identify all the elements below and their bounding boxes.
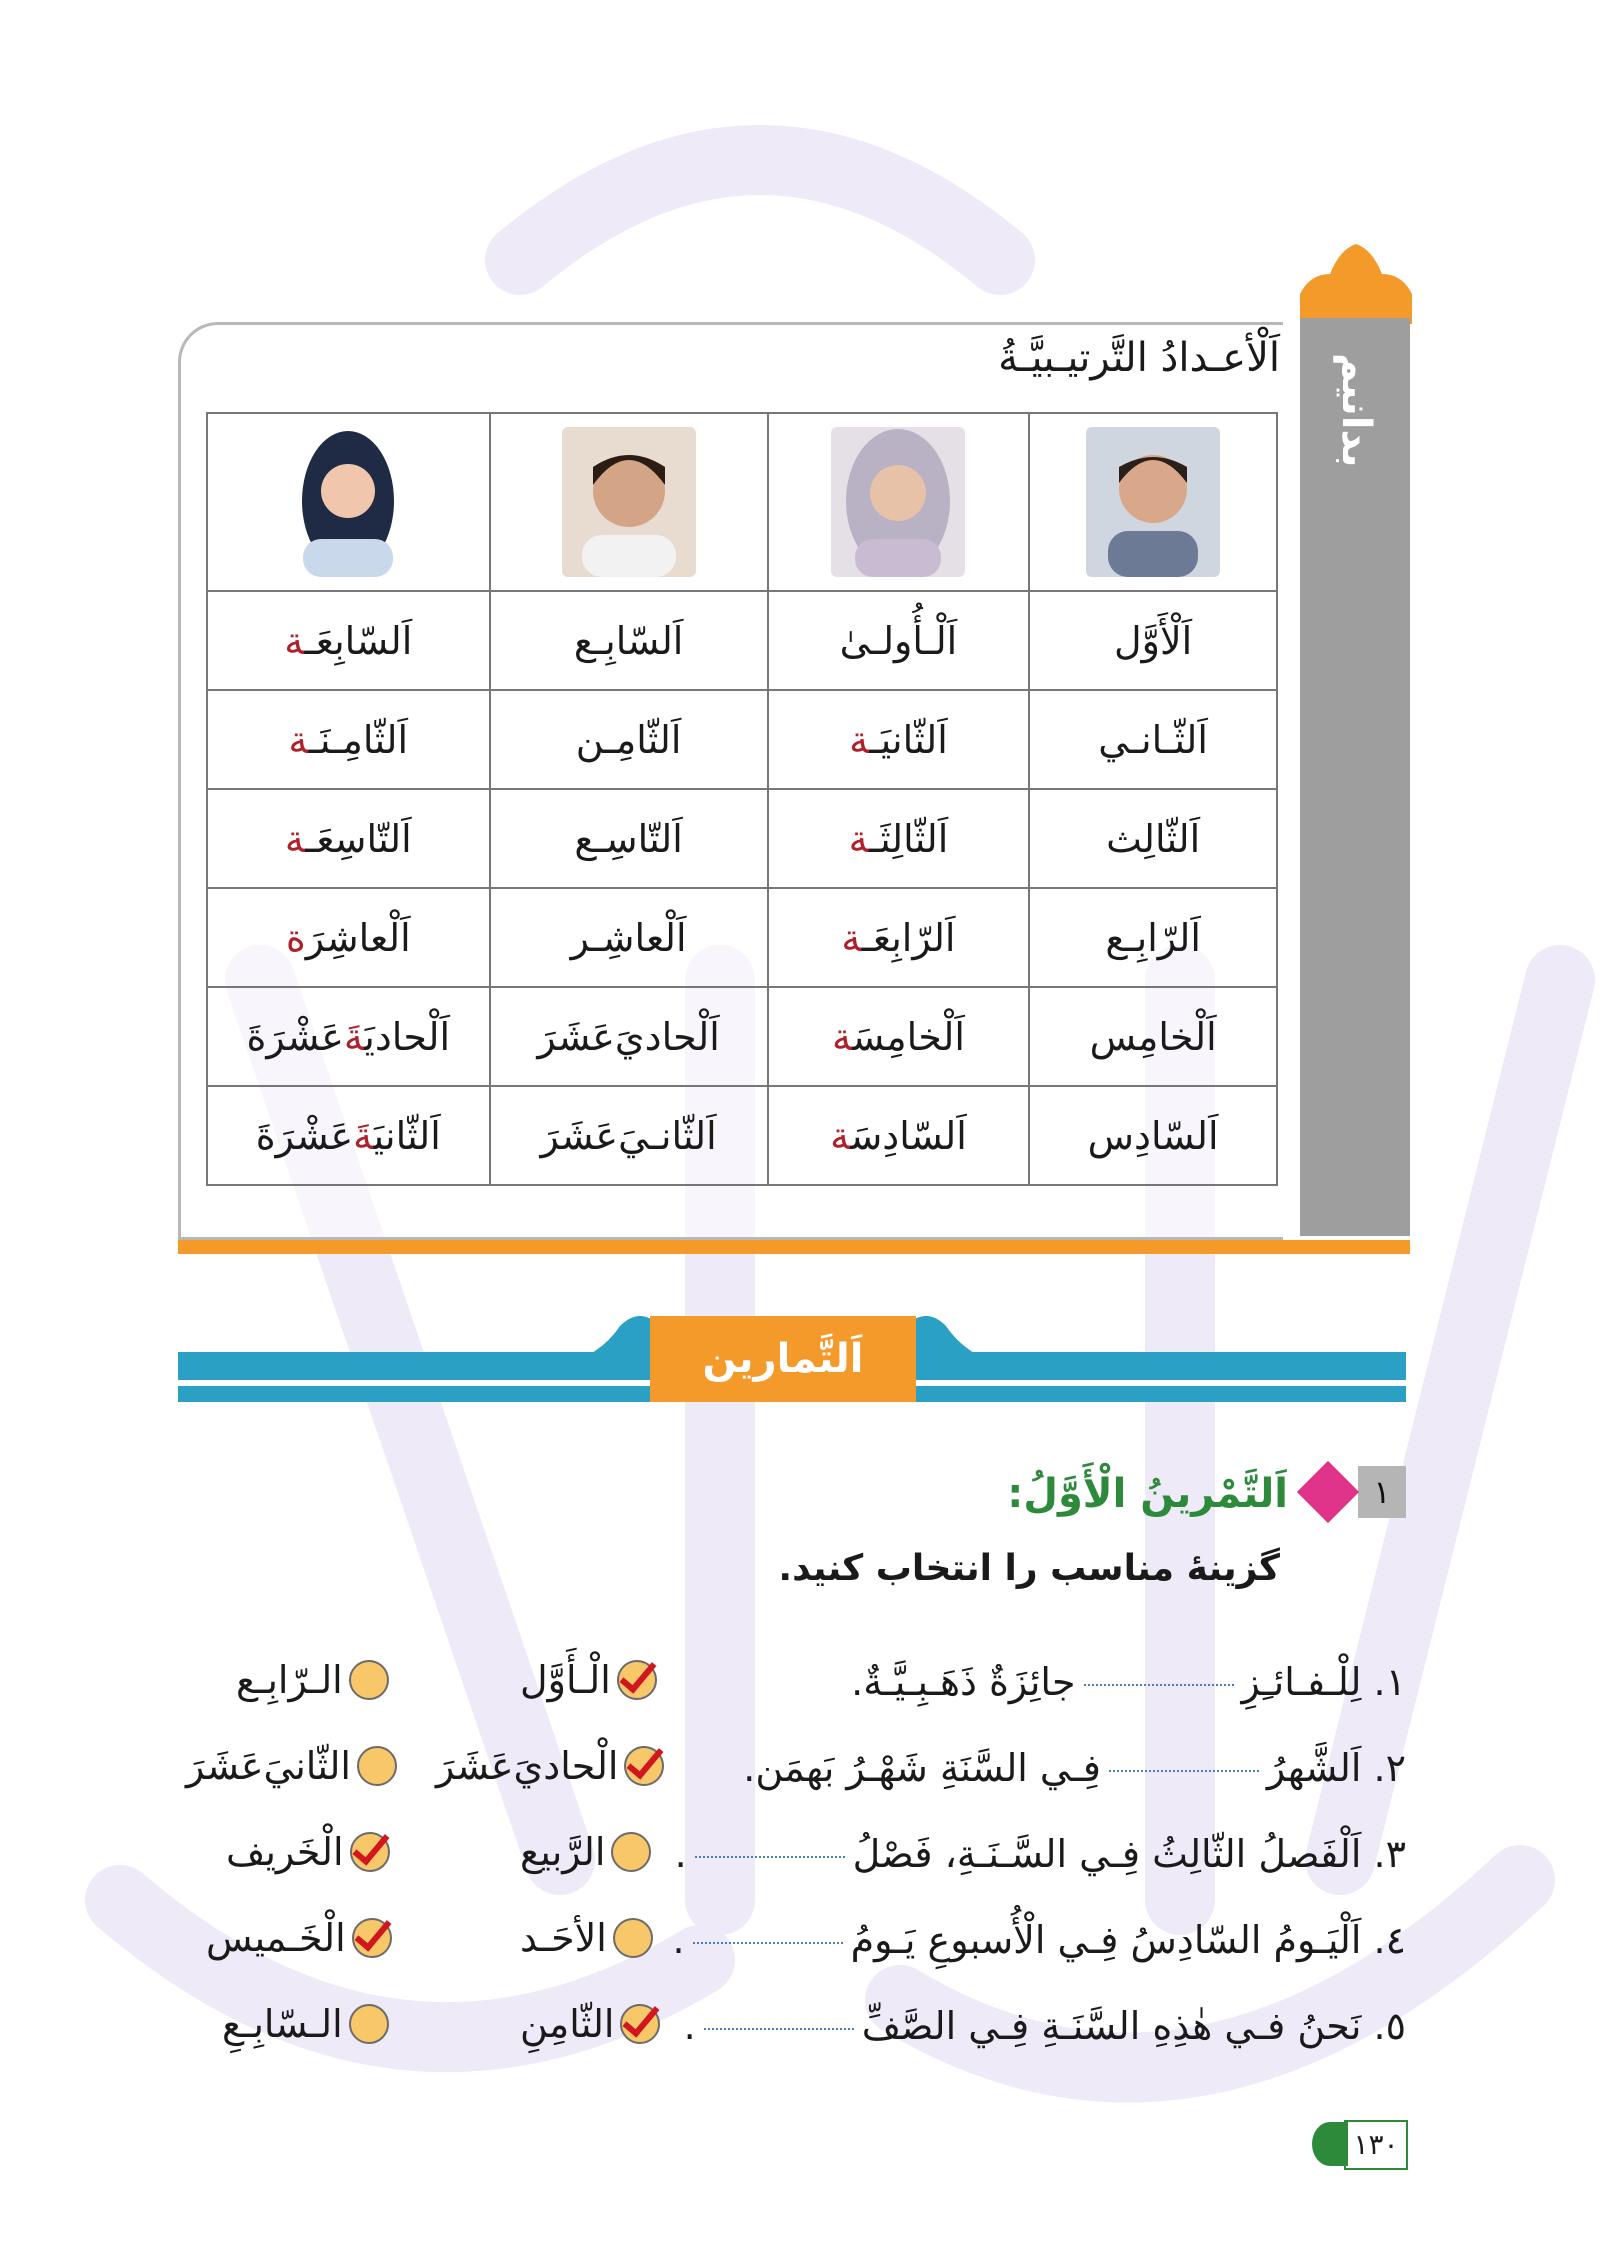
table-cell: اَلْخامِس xyxy=(1029,987,1277,1086)
option-3-1[interactable]: الرَّبيع xyxy=(520,1830,651,1874)
radio-icon[interactable] xyxy=(357,1746,397,1786)
girl-photo-1 xyxy=(831,427,965,577)
table-cell: اَلسّابِعَـة xyxy=(207,591,490,690)
option-1-2[interactable]: الـرّابِـع xyxy=(236,1658,389,1702)
table-cell: اَلسّادِس xyxy=(1029,1086,1277,1185)
table-cell: اَلثّانيَـة xyxy=(768,690,1030,789)
table-row xyxy=(207,789,1277,888)
radio-icon[interactable] xyxy=(349,2004,389,2044)
checked-radio-icon[interactable] xyxy=(617,1660,657,1700)
photo-cell xyxy=(207,413,490,591)
photo-cell xyxy=(1029,413,1277,591)
option-2-2[interactable]: الثّانيَ‌عَشَرَ xyxy=(186,1744,397,1788)
side-tab-label: بدانیم xyxy=(1333,352,1379,468)
question-2: ٢. اَلشَّهرُفِـي السَّنَةِ شَهْـرُ بَهمَن. xyxy=(743,1746,1406,1790)
table-cell: اَلتّاسِعَـة xyxy=(207,789,490,888)
table-cell: اَلْحاديَ‌عَشَرَ xyxy=(490,987,768,1086)
question-3: ٣. اَلْفَصلُ الثّالِثُ فِـي السَّـنَـةِ، فَصْلُ. xyxy=(674,1832,1406,1876)
checked-radio-icon[interactable] xyxy=(350,1832,390,1872)
table-cell: اَلثّامِـن xyxy=(490,690,768,789)
table-row xyxy=(207,591,1277,690)
blank-line xyxy=(695,1856,845,1858)
table-cell: اَلثّانيَةَعَشْرَةَ xyxy=(207,1086,490,1185)
radio-icon[interactable] xyxy=(611,1832,651,1872)
option-2-1[interactable]: الْحاديَ‌عَشَرَ xyxy=(436,1744,664,1788)
question-5: ٥. نَحنُ فـي هٰذِهِ السَّنَـةِ فِـي الصَّفِّ. xyxy=(683,2004,1406,2048)
table-cell: اَلثّانـيَ‌عَشَرَ xyxy=(490,1086,768,1185)
table-cell: اَلْأَوَّل xyxy=(1029,591,1277,690)
photo-cell xyxy=(490,413,768,591)
option-1-1[interactable]: الْـأَوَّل xyxy=(520,1658,657,1702)
option-5-1[interactable]: الثّامِنِ xyxy=(520,2002,660,2046)
question-4: ٤. اَلْيَـومُ السّادِسُ فِـي الْأُسبوعِ يَـومُ. xyxy=(672,1918,1406,1962)
table-cell: اَلْـأُولـیٰ xyxy=(768,591,1030,690)
radio-icon[interactable] xyxy=(613,1918,653,1958)
section-divider xyxy=(178,1240,1410,1254)
table-row xyxy=(207,888,1277,987)
exercise-number: ١ xyxy=(1358,1466,1406,1518)
side-tab-ornament xyxy=(1300,244,1412,324)
table-cell: اَلثّالِث xyxy=(1029,789,1277,888)
table-cell: اَلْعاشِـر xyxy=(490,888,768,987)
table-cell: اَلثّالِثَـة xyxy=(768,789,1030,888)
option-3-2[interactable]: الْخَريف xyxy=(226,1830,390,1874)
ordinal-table xyxy=(206,412,1278,1186)
table-row xyxy=(207,987,1277,1086)
checked-radio-icon[interactable] xyxy=(624,1746,664,1786)
blank-line xyxy=(704,2028,854,2030)
photo-row xyxy=(207,413,1277,591)
table-cell: اَلتّاسِـع xyxy=(490,789,768,888)
page-number: ١٣٠ xyxy=(1344,2120,1408,2170)
option-4-1[interactable]: الأحَـد xyxy=(520,1916,653,1960)
blank-line xyxy=(693,1942,843,1944)
table-row xyxy=(207,690,1277,789)
table-cell: اَلرّابِعَـة xyxy=(768,888,1030,987)
table-row xyxy=(207,1086,1277,1185)
table-cell: اَلْخامِسَة xyxy=(768,987,1030,1086)
exercise-title: اَلتَّمْرينُ الْأَوَّلُ: xyxy=(1007,1471,1288,1517)
checked-radio-icon[interactable] xyxy=(620,2004,660,2044)
exercise-instruction: گزینهٔ مناسب را انتخاب کنید. xyxy=(778,1548,1280,1589)
blank-line xyxy=(1084,1684,1234,1686)
table-cell: اَلرّابِـع xyxy=(1029,888,1277,987)
page-number-badge xyxy=(1312,2120,1408,2170)
table-cell: اَلْعاشِرَة xyxy=(207,888,490,987)
boy-photo-1 xyxy=(1086,427,1220,577)
option-4-2[interactable]: الْخَـميس xyxy=(206,1916,392,1960)
table-cell: اَلْحادیَةَعَشْرَةَ xyxy=(207,987,490,1086)
radio-icon[interactable] xyxy=(349,1660,389,1700)
girl-photo-2 xyxy=(281,427,415,577)
exercises-banner-title: اَلتَّمارين xyxy=(650,1316,916,1402)
option-5-2[interactable]: الـسّابِـعِ xyxy=(222,2002,389,2046)
checked-radio-icon[interactable] xyxy=(352,1918,392,1958)
blank-line xyxy=(1109,1770,1259,1772)
box-title: اَلْأعـدادُ التَّرتیـبیَّـةُ xyxy=(998,335,1280,381)
exercise-header xyxy=(1007,1466,1406,1526)
diamond-icon xyxy=(1297,1461,1359,1523)
page-badge-icon xyxy=(1312,2122,1348,2166)
question-1: ١. لِلْـفـائـِزِجائِزَةٌ ذَهَـبِـيَّـةٌ. xyxy=(851,1660,1406,1704)
table-cell: اَلثّـانـي xyxy=(1029,690,1277,789)
table-cell: اَلسّادِسَة xyxy=(768,1086,1030,1185)
table-cell: اَلسّابِـع xyxy=(490,591,768,690)
boy-photo-2 xyxy=(562,427,696,577)
table-cell: اَلثّامِـنَـة xyxy=(207,690,490,789)
photo-cell xyxy=(768,413,1030,591)
